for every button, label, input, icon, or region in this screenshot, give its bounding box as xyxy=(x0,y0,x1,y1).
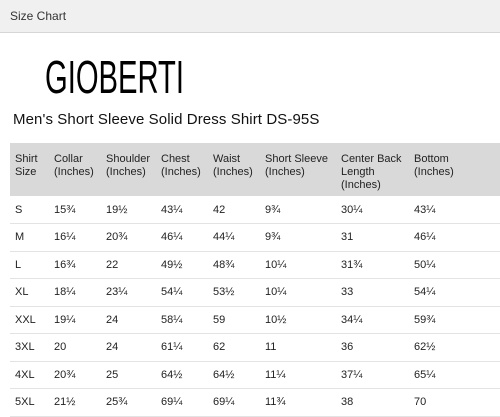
column-header-line: Chest xyxy=(161,153,190,165)
column-header xyxy=(156,143,208,196)
measurement-cell: 46¼ xyxy=(414,231,436,244)
column-header-line: (Inches) xyxy=(213,166,253,178)
measurement-cell: 20¾ xyxy=(106,231,128,244)
measurement-cell: 69¼ xyxy=(161,396,183,409)
table-row xyxy=(10,224,500,252)
measurement-cell: 34¼ xyxy=(341,313,363,326)
table-header-row xyxy=(10,143,500,196)
product-title: Men's Short Sleeve Solid Dress Shirt DS-95S xyxy=(13,111,320,128)
measurement-cell: 54¼ xyxy=(414,286,436,299)
size-cell: M xyxy=(15,231,25,244)
measurement-cell: 24 xyxy=(106,313,119,326)
measurement-cell: 10½ xyxy=(265,313,287,326)
measurement-cell: 43¼ xyxy=(414,203,436,216)
measurement-cell: 50¼ xyxy=(414,258,436,271)
measurement-cell: 11¾ xyxy=(265,396,286,409)
size-cell: 3XL xyxy=(15,341,35,354)
column-header-line: (Inches) xyxy=(161,166,201,178)
column-header-line: Shirt xyxy=(15,153,38,165)
measurement-cell: 42 xyxy=(213,203,226,216)
measurement-cell: 49½ xyxy=(161,258,183,271)
column-header-line: Shoulder xyxy=(106,153,151,165)
table-row xyxy=(10,279,500,307)
column-header xyxy=(409,143,500,196)
measurement-cell: 70 xyxy=(414,396,427,409)
size-cell: 5XL xyxy=(15,396,35,409)
measurement-cell: 24 xyxy=(106,341,119,354)
column-header-line: (Inches) xyxy=(414,166,454,178)
measurement-cell: 20¾ xyxy=(54,368,76,381)
column-header-line: Center Back xyxy=(341,153,402,165)
measurement-cell: 11¼ xyxy=(265,368,286,381)
size-cell: 4XL xyxy=(15,368,35,381)
measurement-cell: 16¼ xyxy=(54,231,76,244)
measurement-cell: 53½ xyxy=(213,286,235,299)
measurement-cell: 64½ xyxy=(213,368,235,381)
measurement-cell: 31¾ xyxy=(341,258,363,271)
column-header xyxy=(101,143,156,196)
measurement-cell: 62½ xyxy=(414,341,436,354)
size-cell: L xyxy=(15,258,22,271)
column-header xyxy=(10,143,49,196)
size-table xyxy=(10,143,500,417)
size-cell: S xyxy=(15,203,23,216)
measurement-cell: 30¼ xyxy=(341,203,363,216)
column-header-line: (Inches) xyxy=(341,179,381,191)
measurement-cell: 20 xyxy=(54,341,67,354)
measurement-cell: 59¾ xyxy=(414,313,436,326)
logo-text: GIOBERTI xyxy=(45,51,184,103)
column-header xyxy=(336,143,409,196)
table-row xyxy=(10,251,500,279)
header-title: Size Chart xyxy=(10,9,67,23)
measurement-cell: 11 xyxy=(265,341,277,354)
column-header-line: Size xyxy=(15,166,37,178)
measurement-cell: 61¼ xyxy=(161,341,183,354)
measurement-cell: 62 xyxy=(213,341,226,354)
measurement-cell: 64½ xyxy=(161,368,183,381)
measurement-cell: 36 xyxy=(341,341,354,354)
measurement-cell: 38 xyxy=(341,396,354,409)
measurement-cell: 48¾ xyxy=(213,258,235,271)
measurement-cell: 54¼ xyxy=(161,286,183,299)
column-header-line: (Inches) xyxy=(106,166,146,178)
measurement-cell: 33 xyxy=(341,286,354,299)
measurement-cell: 69¼ xyxy=(213,396,235,409)
measurement-cell: 58¼ xyxy=(161,313,183,326)
measurement-cell: 21½ xyxy=(54,396,76,409)
measurement-cell: 46¼ xyxy=(161,231,183,244)
column-header-line: Bottom xyxy=(414,153,449,165)
measurement-cell: 25¾ xyxy=(106,396,128,409)
measurement-cell: 15¾ xyxy=(54,203,76,216)
measurement-cell: 9¾ xyxy=(265,231,281,244)
measurement-cell: 9¾ xyxy=(265,203,281,216)
table-row xyxy=(10,306,500,334)
column-header xyxy=(260,143,336,196)
measurement-cell: 31 xyxy=(341,231,354,244)
measurement-cell: 22 xyxy=(106,258,119,271)
table-row xyxy=(10,334,500,362)
column-header-line: Collar xyxy=(54,153,83,165)
column-header-line: (Inches) xyxy=(265,166,305,178)
size-chart-header xyxy=(0,0,500,33)
measurement-cell: 37¼ xyxy=(341,368,363,381)
measurement-cell: 25 xyxy=(106,368,119,381)
column-header xyxy=(49,143,101,196)
size-cell: XXL xyxy=(15,313,36,326)
column-header-line: (Inches) xyxy=(54,166,94,178)
table-body xyxy=(10,196,500,416)
table-row xyxy=(10,196,500,224)
measurement-cell: 10¼ xyxy=(265,286,287,299)
column-header-line: Length xyxy=(341,166,375,178)
column-header xyxy=(208,143,260,196)
table-row xyxy=(10,361,500,389)
measurement-cell: 10¼ xyxy=(265,258,287,271)
gioberti-logo xyxy=(43,47,186,103)
measurement-cell: 43¼ xyxy=(161,203,183,216)
table-row xyxy=(10,389,500,417)
measurement-cell: 19¼ xyxy=(54,313,76,326)
measurement-cell: 59 xyxy=(213,313,226,326)
column-header-line: Waist xyxy=(213,153,241,165)
measurement-cell: 18¼ xyxy=(54,286,76,299)
measurement-cell: 23¼ xyxy=(106,286,128,299)
column-header-line: Short Sleeve xyxy=(265,153,328,165)
size-cell: XL xyxy=(15,286,29,299)
measurement-cell: 19½ xyxy=(106,203,128,216)
measurement-cell: 65¼ xyxy=(414,368,436,381)
measurement-cell: 44¼ xyxy=(213,231,235,244)
measurement-cell: 16¾ xyxy=(54,258,76,271)
